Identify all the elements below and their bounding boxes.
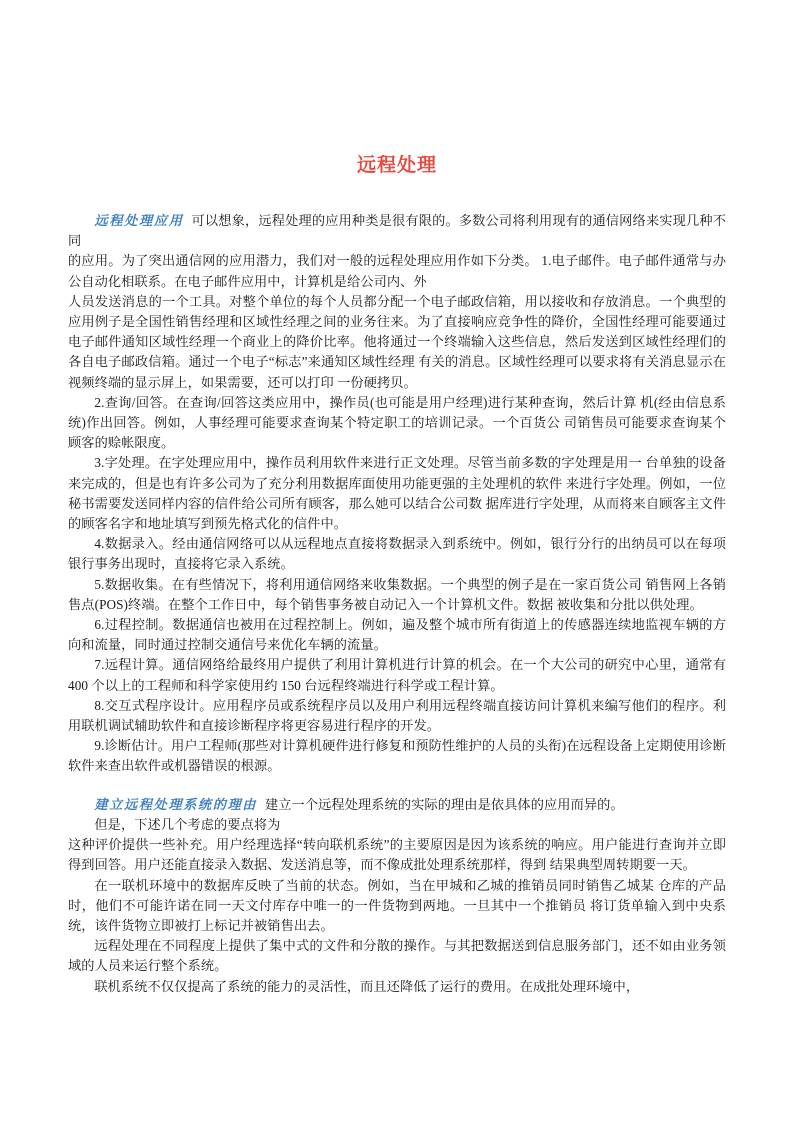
paragraph-item-3: 3.字处理。在字处理应用中，操作员利用软件来进行正文处理。尽管当前多数的字处理是用一 台单独的设备来完成的，但是也有许多公司为了充分利用数据库面使用功能更强的主处理机的软件 来进行字处理。例如，一位秘书需要发送同样内容的信件给公司所有顾客，那么她可以结合公司数 据库进行字处理，从而将来自顾客主文件的顾客名字和地址填写到预先格式化的信件中。 [68, 455, 726, 532]
section-2-lead-paragraph [68, 795, 726, 815]
paragraph-item-6: 6.过程控制。数据通信也被用在过程控制上。例如，遍及整个城市所有街道上的传感器连续地监视车辆的方向和流量，同时通过控制交通信号来优化车辆的流量。 [68, 617, 726, 653]
paragraph: 的应用。为了突出通信网的应用潜力，我们对一般的远程处理应用作如下分类。 1.电子邮件。电子邮件通常与办公自动化相联系。在电子邮件应用中，计算机是给公司内、外 [68, 253, 726, 289]
paragraph-item-2: 2.查询/回答。在查询/回答这类应用中，操作员(也可能是用户经理)进行某种查询，然后计算 机(经由信息系统)作出回答。例如，人事经理可能要求查询某个特定职工的培训记录。一个百货公 司销售员可能要求查询某个顾客的赊帐限度。 [68, 394, 726, 451]
paragraph-item-9: 9.诊断估计。用户工程师(那些对计算机硬件进行修复和预防性维护的人员的头衔)在远程设备上定期使用诊断软件来查出软件或机器错误的根源。 [68, 738, 726, 774]
paragraph: 人员发送消息的一个工具。对整个单位的每个人员都分配一个电子邮政信箱，用以接收和存放消息。一个典型的应用例子是全国性销售经理和区域性经理之间的业务往来。为了直接响应竞争性的降价，全国性经理可能要通过电子邮件通知区域性经理一个商业上的降价比率。他将通过一个终端输入这些信息，然后发送到区域性经理们的各自电子邮政信箱。通过一个电子“标志”来通知区域性经理 有关的消息。区域性经理可以要求将有关消息显示在视频终端的显示屏上，如果需要，还可以打印 一份硬拷贝。 [68, 293, 726, 390]
page-title: 远程处理 [356, 155, 437, 176]
section-divider-space [68, 777, 726, 795]
section-1-lead-paragraph [68, 211, 726, 251]
section-remote-processing-applications [68, 211, 726, 777]
paragraph-item-5: 5.数据收集。在有些情况下，将利用通信网络来收集数据。一个典型的例子是在一家百货公司 销售网上各销售点(POS)终端。在整个工作日中，每个销售事务被自动记入一个计算机文件。数据 被收集和分批以供处理。 [68, 576, 726, 612]
paragraph-item-4: 4.数据录入。经由通信网络可以从远程地点直接将数据录入到系统中。例如，银行分行的出纳员可以在每项银行事务出现时，直接将它录入系统。 [68, 536, 726, 572]
sub-heading-remote-processing-applications: 远程处理应用 [94, 213, 184, 228]
paragraph: 远程处理在不同程度上提供了集中式的文件和分散的操作。与其把数据送到信息服务部门，还不如由业务领域的人员来运行整个系统。 [68, 938, 726, 974]
sub-heading-reasons-for-remote-processing-system: 建立远程处理系统的理由 [94, 796, 258, 812]
paragraph: 这种评价提供一些补充。用户经理选择“转向联机系统”的主要原因是因为该系统的响应。用户能进行查询并立即得到回答。用户还能直接录入数据、发送消息等，而不像成批处理系统那样，得到 结果典型周转期要一天。 [68, 837, 726, 873]
section-reasons-for-remote-processing-system [68, 795, 726, 997]
paragraph: 联机系统不仅仅提高了系统的能力的灵活性，而且还降低了运行的费用。在成批处理环境中， [94, 978, 640, 994]
paragraph-item-8: 8.交互式程序设计。应用程序员或系统程序员以及用户利用远程终端直接访问计算机来编写他们的程序。利用联机调试辅助软件和直接诊断程序将更容易进行程序的开发。 [68, 697, 726, 734]
paragraph-item-7: 7.远程计算。通信网络给最终用户提供了利用计算机进行计算的机会。在一个大公司的研究中心里，通常有 400 个以上的工程师和科学家使用约 150 台远程终端进行科学或工程计算。 [68, 657, 726, 693]
section-1-lead-text: 可以想象，远程处理的应用种类是很有限的。多数公司将利用现有的通信网络来实现几种不同 [68, 213, 726, 249]
paragraph: 在一联机环境中的数据库反映了当前的状态。例如，当在甲城和乙城的推销员同时销售乙城某 仓库的产品时，他们不可能许诺在同一天文付库存中唯一的一件货物到两地。一旦其中一个推销员 将订货单输入到中央系统，该件货物立即被打上标记并被销售出去。 [68, 877, 726, 933]
document-body [68, 150, 726, 997]
paragraph: 但是，下述几个考虑的要点将为 [94, 816, 281, 832]
section-2-lead-text: 建立一个远程处理系统的实际的理由是依具体的应用而异的。 [264, 796, 624, 812]
